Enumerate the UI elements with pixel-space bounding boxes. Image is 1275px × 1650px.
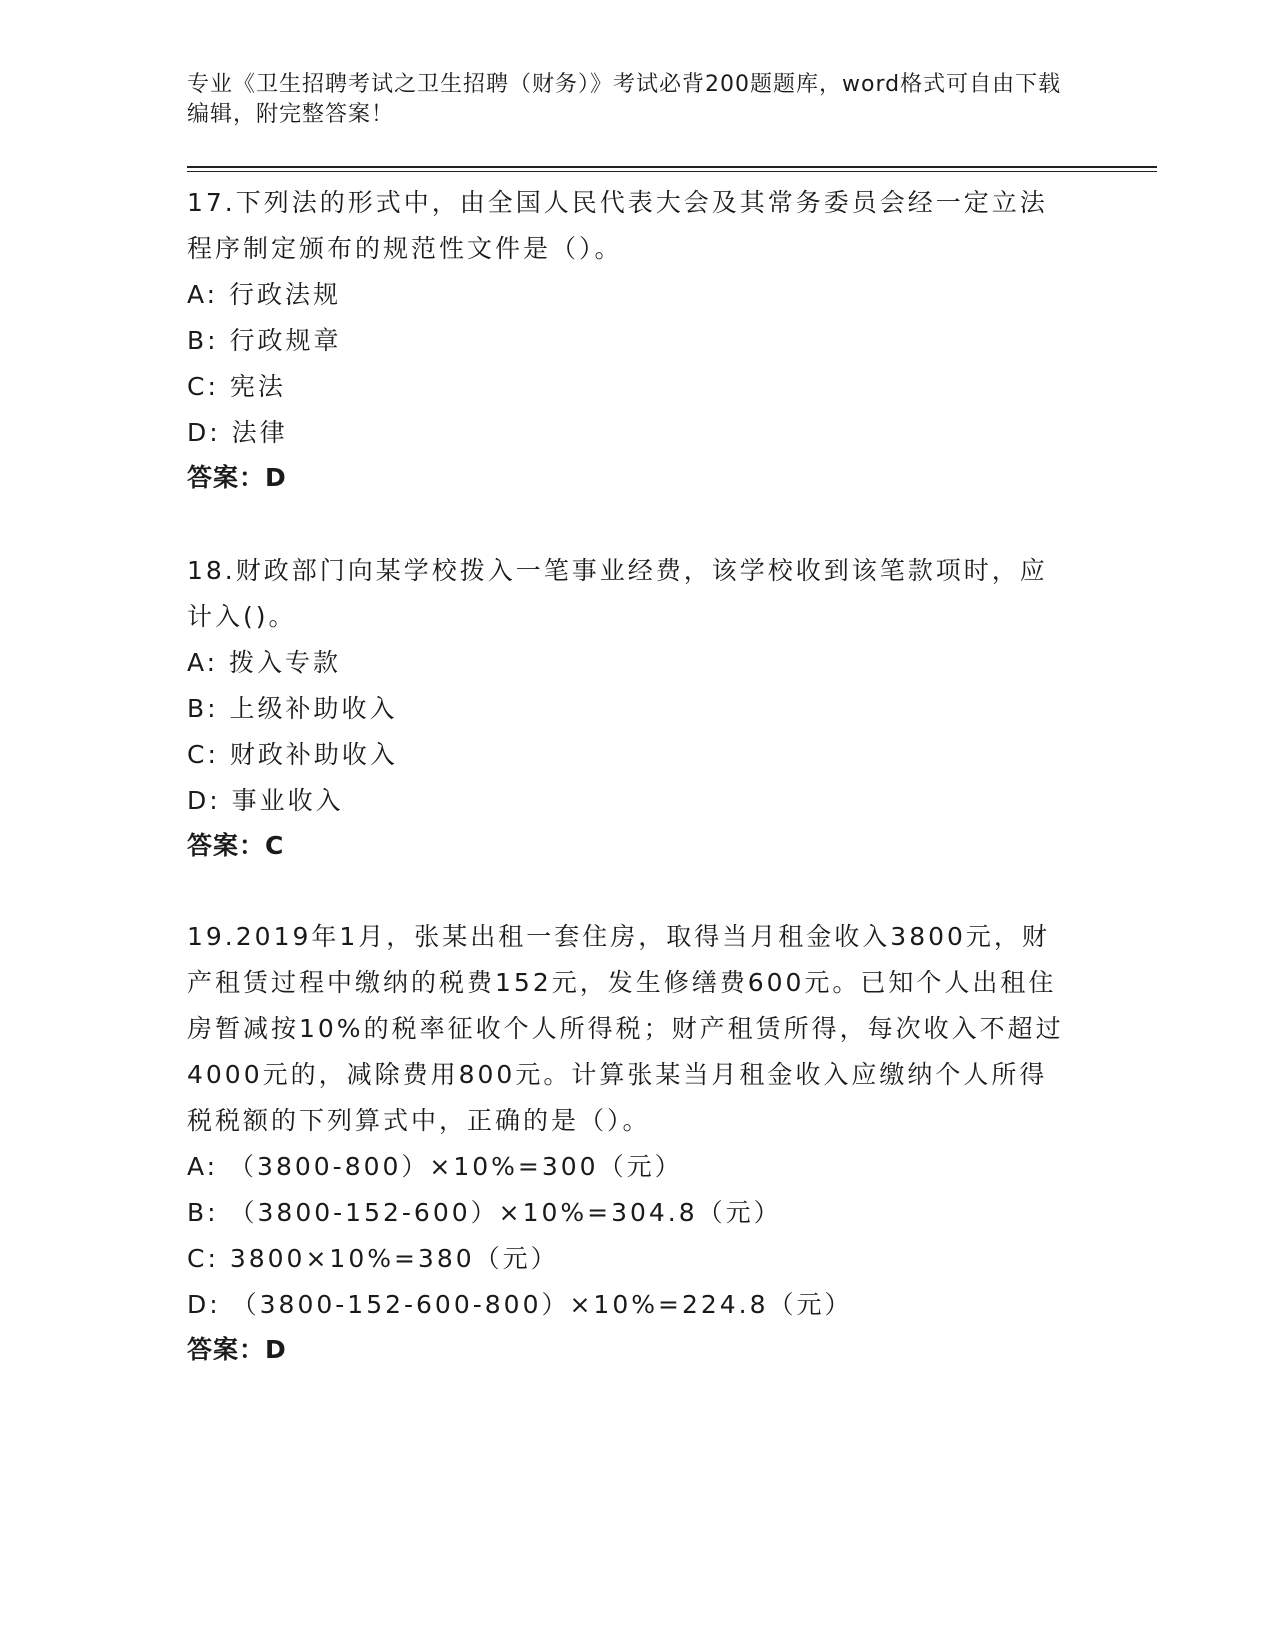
question-19 (187, 914, 1157, 1372)
option-text: 法律 (231, 418, 288, 447)
answer-label: 答案：C (187, 831, 285, 860)
option-text: （3800-800）×10%=300（元） (229, 1152, 683, 1181)
question-stem: 17.下列法的形式中，由全国人民代表大会及其常务委员会经一定立法程序制定颁布的规范性文件是（）。 (187, 188, 1048, 263)
option-letter: B: (187, 326, 219, 355)
option-letter: B: (187, 1198, 219, 1227)
option-b (187, 318, 1157, 364)
option-d (187, 1282, 1157, 1328)
option-letter: D: (187, 1290, 221, 1319)
option-d (187, 410, 1157, 456)
answer-label: 答案：D (187, 463, 287, 492)
option-letter: B: (187, 694, 219, 723)
option-list (187, 272, 1157, 456)
option-c (187, 732, 1157, 778)
option-text: 行政法规 (229, 280, 342, 309)
option-letter: A: (187, 280, 219, 309)
answer-label: 答案：D (187, 1335, 287, 1364)
option-a (187, 640, 1157, 686)
option-a (187, 272, 1157, 318)
option-text: 事业收入 (231, 786, 344, 815)
question-stem: 19.2019年1月，张某出租一套住房，取得当月租金收入3800元，财产租赁过程中缴纳的税费152元，发生修缮费600元。已知个人出租住房暂减按10%的税率征收个人所得税；财产租赁所得，每次收入不超过4000元的，减除费用800元。计算张某当月租金收入应缴纳个人所得税税额的下列算式中，正确的是（）。 (187, 922, 1064, 1135)
option-b (187, 686, 1157, 732)
option-text: 3800×10%=380（元） (229, 1244, 559, 1273)
option-text: （3800-152-600-800）×10%=224.8（元） (231, 1290, 853, 1319)
question-18 (187, 548, 1157, 868)
document-header-text: 专业《卫生招聘考试之卫生招聘（财务）》考试必背200题题库，word格式可自由下载编辑，附完整答案！ (187, 72, 1062, 127)
document-page (187, 70, 1157, 1372)
option-a (187, 1144, 1157, 1190)
option-d (187, 778, 1157, 824)
option-text: 行政规章 (229, 326, 342, 355)
question-stem: 18.财政部门向某学校拨入一笔事业经费，该学校收到该笔款项时，应计入()。 (187, 556, 1048, 631)
question-17 (187, 180, 1157, 500)
option-text: 上级补助收入 (229, 694, 398, 723)
option-letter: C: (187, 740, 219, 769)
option-list (187, 640, 1157, 824)
option-text: 拨入专款 (229, 648, 342, 677)
option-letter: C: (187, 1244, 219, 1273)
option-letter: C: (187, 372, 219, 401)
option-list (187, 1144, 1157, 1328)
option-b (187, 1190, 1157, 1236)
header-divider (187, 166, 1157, 172)
option-letter: D: (187, 418, 221, 447)
option-text: 财政补助收入 (229, 740, 398, 769)
option-c (187, 1236, 1157, 1282)
option-letter: A: (187, 648, 219, 677)
option-letter: D: (187, 786, 221, 815)
option-text: 宪法 (229, 372, 286, 401)
option-letter: A: (187, 1152, 219, 1181)
option-c (187, 364, 1157, 410)
option-text: （3800-152-600）×10%=304.8（元） (229, 1198, 782, 1227)
